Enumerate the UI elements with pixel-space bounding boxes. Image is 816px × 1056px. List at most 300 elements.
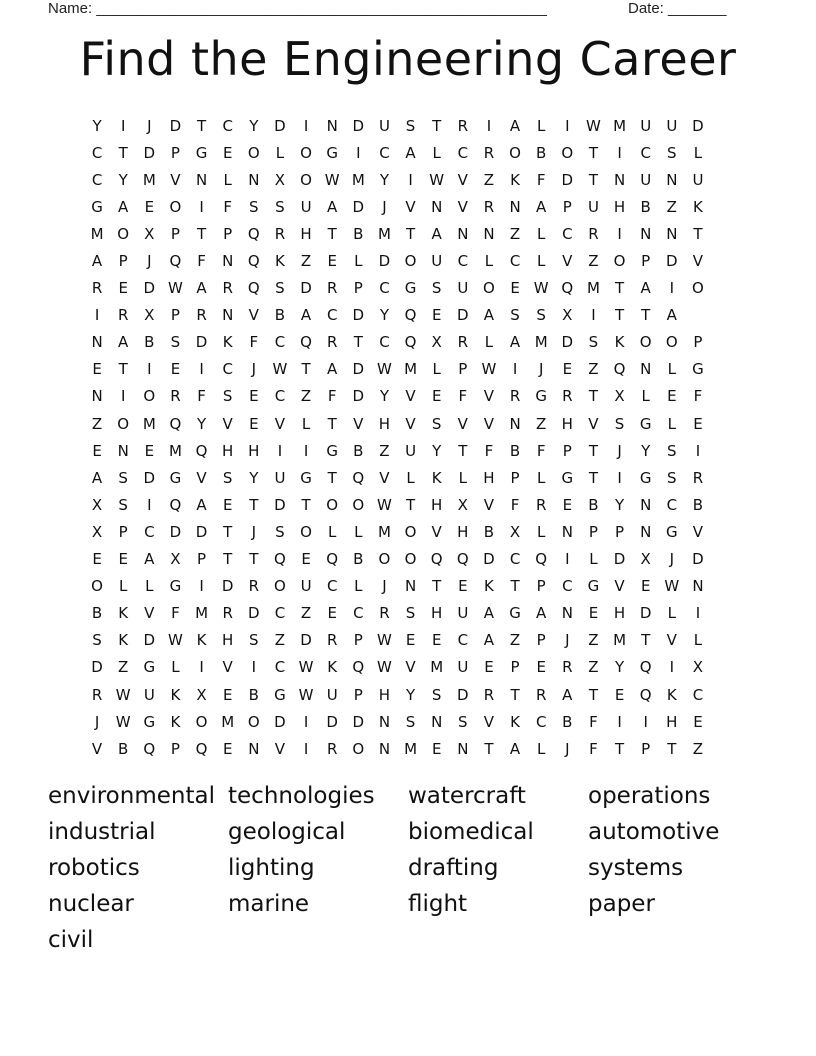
grid-letter: O [404, 550, 417, 569]
grid-letter: O [483, 279, 495, 298]
grid-row [84, 410, 738, 437]
grid-letter: K [118, 631, 129, 650]
grid-letter: X [509, 522, 521, 541]
grid-letter: C [535, 712, 547, 731]
grid-letter: N [692, 577, 704, 596]
grid-letter: N [91, 387, 103, 406]
grid-letter: P [641, 739, 651, 758]
grid-letter: E [405, 631, 416, 650]
grid-letter: L [667, 604, 676, 623]
grid-letter: C [666, 495, 678, 514]
word-list-item: robotics [48, 855, 140, 881]
grid-letter: B [118, 739, 129, 758]
grid-letter: U [457, 658, 469, 677]
grid-letter: R [509, 387, 521, 406]
grid-letter: G [535, 387, 547, 406]
grid-letter: R [248, 577, 260, 596]
grid-letter: Z [666, 197, 677, 216]
grid-letter: V [222, 658, 233, 677]
grid-letter: V [222, 414, 233, 433]
grid-letter: H [300, 224, 312, 243]
grid-letter: P [588, 522, 598, 541]
grid-letter: I [303, 739, 309, 758]
grid-letter: C [379, 279, 390, 298]
grid-letter: I [617, 712, 622, 731]
grid-letter: A [405, 143, 416, 162]
grid-letter: O [561, 143, 574, 162]
grid-letter: Q [639, 685, 652, 704]
grid-letter: M [613, 116, 627, 135]
grid-letter: W [168, 631, 183, 650]
grid-letter: E [693, 712, 703, 731]
grid-letter: C [509, 252, 521, 271]
grid-letter: C [692, 685, 704, 704]
word-list-item: nuclear [48, 891, 134, 917]
grid-letter: L [432, 143, 441, 162]
grid-letter: I [120, 387, 126, 406]
grid-letter: Z [509, 224, 521, 243]
grid-letter: C [353, 604, 364, 623]
grid-letter: A [509, 739, 521, 758]
grid-letter: W [377, 631, 392, 650]
grid-letter: B [274, 306, 286, 325]
grid-letter: A [144, 550, 155, 569]
grid-letter: E [431, 631, 442, 650]
grid-letter: E [562, 360, 573, 379]
grid-letter: I [251, 658, 257, 677]
grid-letter: N [91, 333, 103, 352]
grid-letter: W [533, 279, 549, 298]
grid-letter: N [248, 739, 260, 758]
grid-letter: B [509, 441, 521, 460]
grid-letter: G [666, 522, 678, 541]
grid-letter: Z [588, 658, 599, 677]
grid-letter: K [170, 712, 181, 731]
grid-letter: Y [249, 116, 259, 135]
grid-letter: H [431, 495, 443, 514]
grid-letter: R [562, 387, 573, 406]
word-list-item: marine [228, 891, 310, 917]
grid-letter: B [692, 495, 704, 514]
grid-letter: E [144, 197, 155, 216]
grid-letter: Z [483, 170, 495, 189]
grid-letter: S [275, 279, 285, 298]
grid-letter: N [561, 604, 573, 623]
grid-letter: L [328, 522, 337, 541]
grid-letter: I [147, 360, 152, 379]
grid-letter: D [195, 522, 208, 541]
grid-letter: G [91, 197, 103, 216]
grid-letter: G [561, 468, 574, 487]
grid-letter: W [377, 658, 392, 677]
grid-letter: O [274, 577, 286, 596]
grid-letter: R [692, 468, 704, 487]
grid-letter: T [301, 495, 311, 514]
grid-letter: T [353, 333, 363, 352]
grid-letter: S [222, 387, 233, 406]
grid-letter: F [589, 739, 598, 758]
grid-letter: H [431, 604, 443, 623]
grid-letter: R [379, 604, 390, 623]
grid-letter: E [249, 414, 259, 433]
grid-letter: A [431, 224, 442, 243]
grid-letter: C [562, 224, 573, 243]
grid-letter: N [613, 170, 626, 189]
grid-letter: F [197, 252, 206, 271]
grid-letter: M [613, 631, 627, 650]
grid-letter: D [221, 577, 234, 596]
word-list-item: operations [588, 783, 711, 809]
grid-letter: D [561, 333, 574, 352]
grid-letter: Q [247, 279, 260, 298]
word-list-item: drafting [408, 855, 499, 881]
grid-letter: R [326, 631, 338, 650]
grid-letter: C [274, 333, 286, 352]
grid-letter: G [639, 414, 652, 433]
grid-letter: T [588, 387, 599, 406]
grid-letter: A [666, 306, 677, 325]
grid-letter: P [197, 550, 207, 569]
grid-letter: Q [561, 279, 574, 298]
grid-letter: Z [588, 360, 599, 379]
grid-letter: O [117, 414, 130, 433]
grid-letter: Z [509, 631, 521, 650]
grid-letter: M [195, 604, 209, 623]
grid-letter: B [91, 604, 103, 623]
grid-letter: V [562, 252, 573, 271]
grid-letter: Z [300, 387, 312, 406]
grid-letter: O [326, 495, 339, 514]
grid-letter: M [142, 170, 156, 189]
grid-letter: J [382, 577, 387, 596]
grid-letter: I [695, 441, 701, 460]
grid-letter: C [509, 550, 521, 569]
grid-letter: V [405, 197, 416, 216]
grid-letter: L [537, 116, 546, 135]
grid-letter: E [222, 685, 233, 704]
grid-letter: I [591, 306, 596, 325]
grid-row [84, 573, 738, 600]
grid-letter: D [300, 631, 312, 650]
grid-letter: I [695, 604, 701, 623]
grid-letter: W [298, 658, 314, 677]
grid-letter: F [484, 441, 494, 460]
grid-letter: N [222, 252, 234, 271]
grid-letter: G [195, 143, 208, 162]
grid-letter: C [457, 143, 469, 162]
grid-letter: R [457, 333, 469, 352]
grid-letter: C [222, 116, 233, 135]
grid-letter: S [275, 197, 285, 216]
grid-letter: I [147, 495, 152, 514]
grid-letter: R [222, 604, 233, 623]
grid-letter: R [326, 279, 338, 298]
grid-letter: D [274, 116, 286, 135]
grid-letter: T [588, 441, 599, 460]
grid-letter: T [484, 739, 494, 758]
grid-letter: X [196, 685, 207, 704]
grid-letter: D [352, 197, 365, 216]
grid-letter: O [117, 224, 130, 243]
grid-letter: L [171, 658, 180, 677]
grid-letter: A [483, 631, 495, 650]
grid-letter: N [117, 441, 129, 460]
grid-letter: L [693, 143, 703, 162]
grid-letter: V [353, 414, 364, 433]
grid-letter: W [324, 170, 340, 189]
grid-letter: T [405, 495, 416, 514]
grid-letter: S [431, 279, 442, 298]
grid-letter: A [483, 306, 495, 325]
grid-letter: G [509, 604, 521, 623]
grid-row [84, 491, 738, 518]
grid-letter: H [613, 197, 626, 216]
grid-letter: X [614, 387, 625, 406]
grid-letter: T [693, 224, 703, 243]
grid-letter: F [327, 387, 337, 406]
grid-letter: U [431, 252, 443, 271]
grid-letter: K [510, 170, 520, 189]
grid-letter: G [639, 468, 652, 487]
grid-letter: R [535, 685, 547, 704]
word-list-item: civil [48, 927, 94, 953]
grid-letter: N [404, 577, 417, 596]
grid-letter: H [483, 468, 495, 487]
grid-letter: T [432, 116, 442, 135]
grid-letter: E [144, 441, 155, 460]
grid-letter: H [613, 604, 626, 623]
grid-letter: R [535, 495, 547, 514]
grid-letter: S [431, 685, 442, 704]
grid-letter: Z [692, 739, 704, 758]
worksheet-header [48, 0, 748, 22]
grid-letter: S [118, 468, 128, 487]
grid-letter: Q [326, 550, 339, 569]
grid-letter: E [431, 739, 442, 758]
grid-letter: E [327, 604, 337, 623]
grid-letter: T [249, 550, 259, 569]
grid-letter: M [90, 224, 104, 243]
grid-letter: F [693, 387, 703, 406]
grid-letter: L [354, 577, 363, 596]
grid-letter: A [509, 333, 521, 352]
grid-letter: O [169, 197, 182, 216]
grid-letter: V [144, 604, 155, 623]
grid-row [84, 139, 738, 166]
grid-letter: R [562, 658, 573, 677]
grid-letter: I [94, 306, 100, 325]
grid-letter: G [326, 143, 338, 162]
grid-letter: N [457, 739, 469, 758]
grid-letter: S [667, 143, 677, 162]
grid-letter: N [640, 495, 652, 514]
grid-letter: J [94, 712, 100, 731]
grid-letter: N [640, 224, 652, 243]
grid-letter: P [510, 658, 520, 677]
grid-letter: T [196, 224, 207, 243]
grid-letter: T [641, 631, 651, 650]
grid-letter: P [118, 252, 128, 271]
grid-letter: I [303, 116, 309, 135]
grid-letter: Z [588, 631, 599, 650]
grid-letter: O [91, 577, 103, 596]
grid-letter: S [458, 712, 468, 731]
grid-letter: Q [300, 333, 312, 352]
grid-letter: L [432, 360, 441, 379]
grid-letter: R [91, 279, 103, 298]
grid-row [84, 220, 738, 247]
grid-letter: B [353, 441, 364, 460]
grid-letter: Q [274, 550, 286, 569]
grid-letter: T [327, 224, 337, 243]
grid-letter: J [382, 197, 387, 216]
grid-letter: X [91, 522, 103, 541]
grid-letter: C [562, 577, 573, 596]
grid-letter: M [430, 658, 444, 677]
grid-letter: V [588, 414, 599, 433]
grid-letter: U [640, 170, 652, 189]
grid-letter: U [692, 170, 704, 189]
grid-letter: R [483, 685, 495, 704]
grid-letter: P [510, 468, 520, 487]
grid-letter: M [377, 224, 391, 243]
grid-letter: R [483, 197, 495, 216]
grid-letter: D [143, 468, 156, 487]
grid-letter: W [481, 360, 497, 379]
grid-letter: U [587, 197, 599, 216]
grid-letter: K [275, 252, 285, 271]
grid-letter: K [510, 712, 520, 731]
grid-letter: D [457, 306, 469, 325]
grid-letter: S [92, 631, 102, 650]
grid-letter: U [378, 116, 390, 135]
grid-letter: T [118, 360, 128, 379]
grid-row [84, 302, 738, 329]
grid-letter: M [586, 279, 600, 298]
grid-letter: J [538, 360, 544, 379]
grid-letter: W [377, 360, 392, 379]
grid-letter: H [248, 441, 260, 460]
grid-letter: E [458, 577, 468, 596]
grid-letter: O [404, 522, 417, 541]
grid-letter: G [169, 577, 182, 596]
grid-letter: G [143, 712, 156, 731]
grid-letter: X [274, 170, 286, 189]
grid-letter: V [457, 170, 468, 189]
grid-letter: O [692, 279, 704, 298]
grid-letter: J [565, 631, 570, 650]
grid-letter: V [692, 252, 704, 271]
grid-letter: W [429, 170, 445, 189]
grid-row [84, 627, 738, 654]
grid-letter: F [589, 712, 598, 731]
grid-letter: M [168, 441, 182, 460]
grid-letter: I [617, 143, 622, 162]
grid-letter: R [483, 143, 495, 162]
grid-letter: E [431, 306, 442, 325]
grid-letter: S [667, 468, 677, 487]
grid-letter: I [669, 658, 675, 677]
grid-letter: W [115, 712, 131, 731]
grid-letter: S [536, 306, 546, 325]
grid-letter: Z [91, 414, 103, 433]
grid-letter: T [510, 685, 520, 704]
grid-letter: Y [118, 170, 128, 189]
grid-letter: O [143, 387, 156, 406]
grid-letter: C [326, 577, 338, 596]
grid-letter: D [300, 279, 312, 298]
grid-letter: P [223, 224, 233, 243]
grid-letter: L [589, 550, 598, 569]
grid-letter: P [170, 739, 180, 758]
grid-letter: K [222, 333, 233, 352]
grid-letter: L [223, 170, 232, 189]
grid-row [84, 247, 738, 274]
grid-letter: F [249, 333, 259, 352]
grid-letter: U [274, 468, 286, 487]
grid-letter: D [143, 143, 156, 162]
grid-letter: S [222, 468, 233, 487]
grid-letter: Q [169, 495, 182, 514]
grid-letter: D [143, 279, 156, 298]
word-list [48, 780, 768, 960]
grid-letter: D [169, 116, 182, 135]
grid-letter: K [666, 685, 677, 704]
grid-letter: T [432, 577, 442, 596]
page-title: Find the Engineering Career [79, 32, 737, 86]
grid-letter: U [640, 116, 652, 135]
grid-letter: D [91, 658, 103, 677]
grid-letter: N [640, 522, 652, 541]
grid-letter: A [91, 252, 103, 271]
grid-letter: L [301, 414, 311, 433]
grid-letter: F [171, 604, 180, 623]
grid-letter: Z [536, 414, 547, 433]
grid-letter: Y [379, 170, 390, 189]
grid-letter: I [199, 197, 204, 216]
grid-letter: D [352, 387, 365, 406]
grid-letter: T [223, 522, 233, 541]
grid-letter: O [665, 333, 678, 352]
grid-letter: X [457, 495, 468, 514]
grid-row [84, 275, 738, 302]
grid-letter: E [301, 550, 311, 569]
date-field-label: Date: _______ [628, 0, 727, 17]
grid-row [84, 166, 738, 193]
grid-row [84, 464, 738, 491]
grid-letter: L [406, 468, 415, 487]
grid-letter: G [692, 360, 704, 379]
grid-letter: T [614, 306, 625, 325]
grid-letter: R [588, 224, 599, 243]
grid-letter: T [327, 414, 337, 433]
grid-letter: N [561, 522, 573, 541]
grid-letter: Q [639, 658, 652, 677]
grid-letter: W [377, 495, 392, 514]
grid-letter: C [379, 333, 390, 352]
grid-letter: C [91, 143, 103, 162]
grid-letter: C [640, 143, 651, 162]
grid-letter: W [115, 685, 131, 704]
grid-letter: F [510, 495, 520, 514]
grid-letter: B [144, 333, 155, 352]
grid-letter: U [405, 441, 417, 460]
grid-letter: S [118, 495, 128, 514]
grid-letter: S [614, 414, 625, 433]
grid-letter: L [667, 360, 676, 379]
grid-letter: Y [379, 306, 390, 325]
grid-letter: H [222, 631, 234, 650]
